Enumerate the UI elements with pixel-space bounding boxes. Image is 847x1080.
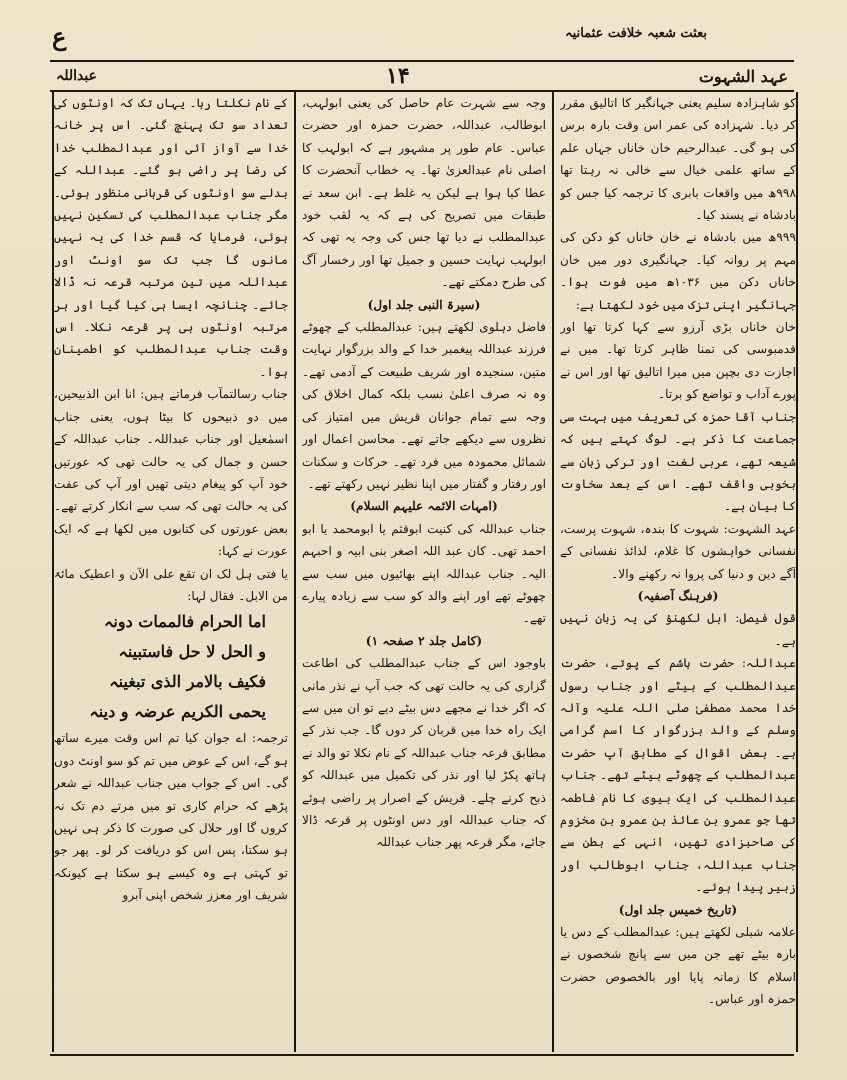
running-title: بعثت شعبہ خلافت عثمانیہ (565, 26, 707, 41)
paragraph: وجہ سے شہرت عام حاصل کی یعنی ابولہب، ابوطالب، عبداللہ، حضرت حمزہ اور حضرت عباس۔ عام طور پر مشہور ہے کہ ابولہب کا اصلی نام عبدالعزیٰ تھا۔ یہ خطاب آنحضرت کا عطا کیا ہوا ہے لیکن یہ غلط ہے۔ ابن سعد نے طبقات میں تصریح کی ہے کہ یہ لقب خود عبدالمطلب نے دیا تھا جس کی وجہ یہ تھی کہ ابولہب نہایت حسین و جمیل تھا اور رخسار آگ کی طرح دمکتے تھے۔ (302, 96, 546, 290)
header-left-entry: عبداللہ (56, 68, 97, 84)
verse-line: و الحل لا حل فاستبینہ (118, 642, 266, 662)
paragraph: کو شاہزادہ سلیم یعنی جہانگیر کا اتالیق مقرر کر دیا۔ شہزادہ کی عمر اس وقت بارہ برس کی ہو گی۔ عبدالرحیم خان خاناں جہاں علم کے ساتھ علمی خیال سے خالی نہ رہتا تھا ۹۹۸ھ میں واقعات بابری کا ترجمہ کیا جس کو بادشاہ نے پسند کیا۔ (560, 96, 796, 223)
citation: (تاریخ خمیس جلد اول) (618, 902, 738, 917)
column-rule (294, 92, 296, 1052)
verse-line: اما الحرام فالممات دونہ (104, 612, 266, 632)
paragraph: عہد الشہوت: شہوت کا بندہ، شہوت پرست، نفسانی خواہشوں کا غلام، لذائذ نفسانی کے آگے دین و دنیا کی پروا نہ رکھنے والا۔ (560, 521, 796, 581)
paragraph: خان خاناں بڑی آرزو سے کہا کرتا تھا اور قدمبوسی کی تمنا ظاہر کرتا تھا۔ میں نے اجازت دی بچپن میں میرا اتالیق تھا اور اس نے پورے آداب و تواضع کو برتا۔ (560, 320, 796, 402)
paragraph: باوجود اس کے جناب عبدالمطلب کی اطاعت گزاری کی یہ حالت تھی کہ جب آپ نے نذر مانی کہ اگر خدا نے مجھے دس بیٹے دیے تو ان میں سے ایک راہ خدا میں قربان کر دوں گا۔ جب نذر کے مطابق قرعہ جناب عبداللہ کے نام نکلا تو والد نے ہاتھ پکڑ لیا اور نذر کی تکمیل میں عبداللہ کو ذبح کرنے چلے۔ قریش کے اصرار پر راضی ہوئے کہ جناب عبداللہ اور دس اونٹوں پر قرعہ ڈالا جائے، مگر قرعہ پھر جناب عبداللہ (302, 656, 546, 850)
page-number: ۱۴ (386, 63, 410, 89)
citation: (کامل جلد ۲ صفحہ ۱) (365, 633, 483, 648)
column-left (54, 92, 288, 1056)
header-right-entry: عہد الشہوت (698, 66, 788, 86)
paragraph: عبداللہ: حضرت ہاشم کے پوتے، حضرت عبدالمطلب کے بیٹے اور جناب رسول خدا محمد مصطفیٰ صلی اللہ علیہ وآلہ وسلم کے والد بزرگوار کا اسم گرامی ہے۔ بعض اقوال کے مطابق آپ حضرت عبدالمطلب کے چھوٹے بیٹے تھے۔ جناب عبدالمطلب کی ایک بیوی کا نام فاطمہ تھا جو عمرو بن عائذ بن عمرو بن مخزوم کی صاحبزادی تھیں، انہی کے بطن سے جناب عبداللہ، جناب ابوطالب اور زبیر پیدا ہوئے۔ (560, 656, 796, 895)
page-signature-mark: ع (52, 22, 67, 51)
citation: (امہات الائمہ علیہم السلام) (350, 499, 498, 514)
paragraph: جناب رسالتمآب فرماتے ہیں: انا ابن الذبیحین، میں دو ذبیحوں کا بیٹا ہوں، یعنی جناب اسمٰعیل اور جناب عبداللہ۔ جناب عبداللہ کے حسن و جمال کی یہ حالت تھی کہ عورتیں خود آپ کو پیغام دیتی تھیں اور آپ کی عفت کی یہ حالت تھی کہ سب سے انکار کرتے تھے۔ بعض عورتوں کی کتابوں میں لکھا ہے کہ ایک عورت نے کہا: (54, 387, 288, 559)
paragraph: ۹۹۹ھ میں بادشاہ نے خان خاناں کو دکن کی مہم پر روانہ کیا۔ جہانگیری دور میں خان خاناں دکن میں ۱۰۳۶ھ میں فوت ہوا۔ جہانگیر اپنی تزک میں خود لکھتا ہے: (560, 230, 796, 312)
column-rule (552, 92, 554, 1052)
paragraph: کے نام نکلتا رہا۔ یہاں تک کہ اونٹوں کی تعداد سو تک پہنچ گئی۔ اس پر خانہ خدا سے آواز آئی اور عبدالمطلب خدا کی رضا پر راضی ہو گئے۔ عبداللہ کے بدلے سو اونٹوں کی قربانی منظور ہوئی۔ مگر جناب عبدالمطلب کی تسکین نہیں ہوئی، فرمایا کہ قسم خدا کی یہ نہیں مانوں گا جب تک سو اونٹ اور عبداللہ میں تین مرتبہ قرعہ نہ ڈالا جائے۔ چنانچہ ایسا ہی کیا گیا اور ہر مرتبہ اونٹوں ہی پر قرعہ نکلا۔ اس وقت جناب عبدالمطلب کو اطمینان ہوا۔ (54, 96, 288, 379)
column-rule (796, 92, 798, 1052)
paragraph: قول فیصل: اہل لکھنؤ کی یہ زبان نہیں ہے۔ (560, 611, 796, 648)
paragraph: یا فتی ہل لک ان تقع علی الآن و اعطیک مائۃ من الابل۔ فقال لہا: (54, 566, 288, 603)
page-header (50, 60, 794, 92)
citation: (فرہنگ آصفیہ) (637, 588, 719, 603)
verse-line: یحمی الکریم عرضہ و دینہ (89, 702, 266, 722)
citation: (سیرۃ النبی جلد اول) (367, 297, 481, 312)
paragraph: ترجمہ: اے جوان کیا تم اس وقت میرے ساتھ ہو گے، اس کے عوض میں تم کو سو اونٹ دوں گی۔ اس کے جواب میں جناب عبداللہ نے شعر پڑھے کہ حرام کاری تو میں مرتے دم تک نہ کروں گا اور حلال کی صورت کا ذکر ہی نہیں ہو سکتا، پس اس کو دریافت کر لو۔ پھر جو تو کہتی ہے وہ کیسے ہو سکتا ہے کیونکہ شریف اور معزز شخص اپنی آبرو (54, 731, 288, 903)
paragraph: جناب عبداللہ کی کنیت ابوقثم یا ابومحمد یا ابو احمد تھی۔ کان عبد اللہ اصغر بنی ابیہ و احبہم الیہ۔ جناب عبداللہ اپنے بھائیوں میں سب سے چھوٹے تھے اور اپنے والد کو سب سے زیادہ پیارے تھے۔ (302, 521, 546, 626)
column-right (560, 92, 796, 1056)
paragraph: علامہ شبلی لکھتے ہیں: عبدالمطلب کے دس یا بارہ بیٹے تھے جن میں سے پانچ شخصوں نے اسلام کا زمانہ پایا اور بالخصوص حضرت حمزہ اور عباس۔ (560, 925, 796, 1007)
paragraph: فاضل دہلوی لکھتے ہیں: عبدالمطلب کے چھوٹے فرزند عبداللہ پیغمبر خدا کے والد بزرگوار نہایت متین، سنجیدہ اور شریف طبیعت کے آدمی تھے۔ وہ نہ صرف اعلیٰ نسب بلکہ کمال اخلاق کی وجہ سے تمام جوانان قریش میں امتیاز کی نظروں سے دیکھے جاتے تھے۔ محاسن اعمال اور شمائل محمودہ میں فرد تھے۔ حرکات و سکنات اور رفتار و گفتار میں اپنا نظیر نہیں رکھتے تھے۔ (302, 320, 546, 491)
verse-line: فکیف بالامر الذی تبغینہ (109, 672, 266, 692)
column-middle (302, 92, 546, 1056)
paragraph: جناب آقا حمزہ کی تعریف میں بہت سی جماعت کا ذکر ہے۔ لوگ کہتے ہیں کہ شیعہ تھے، عربی لغت اور ترکی زبان سے بخوبی واقف تھے۔ اس کے بعد سخاوت کا بیان ہے۔ (560, 409, 796, 514)
